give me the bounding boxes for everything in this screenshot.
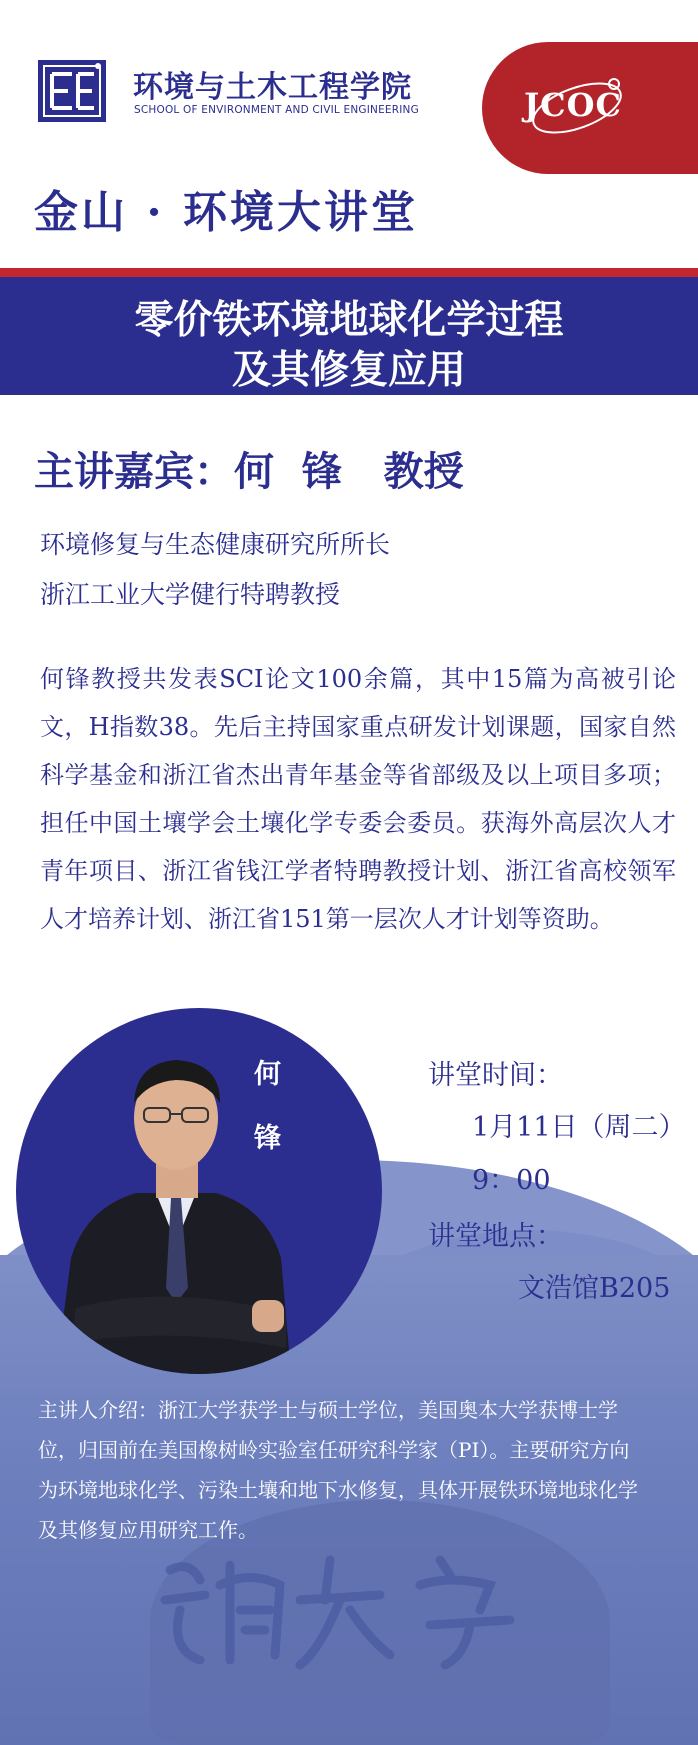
speaker-position-2: 浙江工业大学健行特聘教授 bbox=[40, 580, 341, 609]
speaker-heading: 主讲嘉宾：何 锋 教授 bbox=[34, 449, 464, 495]
speaker-name-char-2: 锋 bbox=[254, 1123, 281, 1154]
lecture-date: 1月11日（周二） bbox=[472, 1112, 686, 1143]
lecture-location: 文浩馆B205 bbox=[518, 1273, 671, 1304]
partner-logo bbox=[482, 42, 698, 174]
divider-line bbox=[0, 268, 698, 277]
school-name-en: SCHOOL OF ENVIRONMENT AND CIVIL ENGINEERING bbox=[134, 104, 419, 116]
location-label: 讲堂地点： bbox=[428, 1221, 563, 1252]
series-title: 金山 · 环境大讲堂 bbox=[34, 187, 418, 238]
speaker-photo-icon bbox=[16, 1008, 382, 1374]
lecture-title-band bbox=[0, 277, 698, 395]
partner-logo-text: JCOC bbox=[524, 86, 622, 124]
time-label: 讲堂时间： bbox=[428, 1060, 563, 1091]
school-name-cn: 环境与土木工程学院 bbox=[133, 70, 412, 105]
lecture-title-line2: 及其修复应用 bbox=[231, 348, 466, 393]
school-logo bbox=[38, 60, 106, 122]
speaker-portrait bbox=[16, 1008, 382, 1374]
calligraphy-inscription-icon bbox=[150, 1540, 590, 1680]
lecture-time: 9：00 bbox=[472, 1165, 551, 1196]
speaker-intro: 主讲人介绍：浙江大学获学士与硕士学位，美国奥本大学获博士学位，归国前在美国橡树岭实验室任研究科学家（PI）。主要研究方向为环境地球化学、污染土壤和地下水修复，具体开展铁环境地球化学及其修复应用研究工作。 bbox=[38, 1398, 638, 1542]
speaker-bio: 何锋教授共发表SCI论文100余篇，其中15篇为高被引论文，H指数38。先后主持国家重点研发计划课题，国家自然科学基金和浙江省杰出青年基金等省部级及以上项目多项；担任中国土壤学会土壤化学专委会委员。获海外高层次人才青年项目、浙江省钱江学者特聘教授计划、浙江省高校领军人才培养计划、浙江省151第一层次人才计划等资助。 bbox=[40, 665, 676, 933]
lecture-title-line1: 零价铁环境地球化学过程 bbox=[134, 298, 564, 343]
school-emblem-icon bbox=[38, 60, 106, 122]
speaker-position-1: 环境修复与生态健康研究所所长 bbox=[40, 530, 391, 559]
speaker-name-char-1: 何 bbox=[254, 1059, 281, 1090]
